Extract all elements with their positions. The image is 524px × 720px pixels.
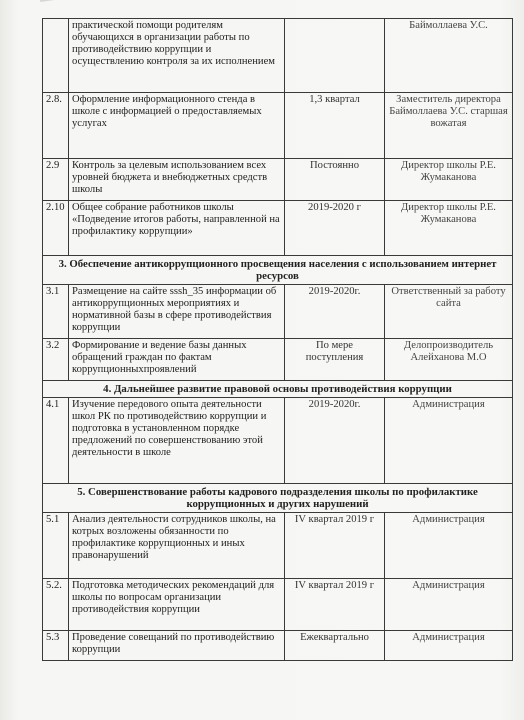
row-number: 3.1 [43,285,69,339]
row-term: 2019-2020г. [285,285,385,339]
row-responsible: Администрация [385,398,513,484]
row-responsible: Администрация [385,631,513,661]
row-responsible: Заместитель директора Баймоллаева У.С. старшая вожатая [385,93,513,159]
table-row [43,339,513,381]
table-row [43,285,513,339]
row-number: 5.2. [43,579,69,631]
row-term: 2019-2020г. [285,398,385,484]
row-description: Формирование и ведение базы данных обращений граждан по фактам коррупционныхпроявлений [69,339,285,381]
table-row [43,398,513,484]
row-number: 5.3 [43,631,69,661]
row-description: Размещение на сайте sssh_35 информации об антикоррупционных мероприятиях и нормативной базы в сфере противодействия коррупции [69,285,285,339]
row-description: Проведение совещаний по противодействию коррупции [69,631,285,661]
table-row [43,19,513,93]
row-description: Контроль за целевым использованием всех уровней бюджета и внебюджетных средств школы [69,159,285,201]
row-term: 1,3 квартал [285,93,385,159]
row-responsible: Директор школы Р.Е. Жумаканова [385,159,513,201]
section-title: 5. Совершенствование работы кадрового подразделения школы по профилактике коррупционных и других нарушений [43,484,513,513]
row-term: Постоянно [285,159,385,201]
row-term: IV квартал 2019 г [285,579,385,631]
table-row [43,201,513,256]
row-number: 2.9 [43,159,69,201]
row-description: Изучение передового опыта деятельности школ РК по противодействию коррупции и подготовка в установленном порядке предложений по совершенствованию этой деятельности в школе [69,398,285,484]
row-number: 3.2 [43,339,69,381]
section-title: 3. Обеспечение антикоррупционного просвещения населения с использованием интернет ресурсов [43,256,513,285]
row-term: Ежеквартально [285,631,385,661]
row-description: Анализ деятельности сотрудников школы, на котрых возложены обязанности по профилактике коррупционных и иных правонарушений [69,513,285,579]
section-header [43,256,513,285]
row-description: практической помощи родителям обучающихся в организации работы по противодействию коррупции и осуществлению контроля за их исполнением [69,19,285,93]
table-row [43,513,513,579]
row-term: 2019-2020 г [285,201,385,256]
row-number: 4.1 [43,398,69,484]
table-row [43,579,513,631]
section-header [43,484,513,513]
section-header [43,381,513,398]
row-number [43,19,69,93]
table-row [43,93,513,159]
row-responsible: Администрация [385,579,513,631]
row-number: 2.10 [43,201,69,256]
row-description: Подготовка методических рекомендаций для школы по вопросам организации противодействия коррупции [69,579,285,631]
row-number: 5.1 [43,513,69,579]
table-row [43,159,513,201]
row-term [285,19,385,93]
section-title: 4. Дальнейшее развитие правовой основы противодействия коррупции [43,381,513,398]
row-responsible: Ответственный за работу сайта [385,285,513,339]
row-responsible: Баймоллаева У.С. [385,19,513,93]
action-plan-table [42,18,513,661]
table-row [43,631,513,661]
row-term: IV квартал 2019 г [285,513,385,579]
row-term: По мере поступления [285,339,385,381]
row-responsible: Директор школы Р.Е. Жумаканова [385,201,513,256]
row-description: Общее собрание работников школы «Подведение итогов работы, направленной на профилактику коррупции» [69,201,285,256]
row-responsible: Администрация [385,513,513,579]
row-responsible: Делопроизводитель Алейханова М.О [385,339,513,381]
row-number: 2.8. [43,93,69,159]
row-description: Оформление информационного стенда в школе с информацией о предоставляемых услугах [69,93,285,159]
